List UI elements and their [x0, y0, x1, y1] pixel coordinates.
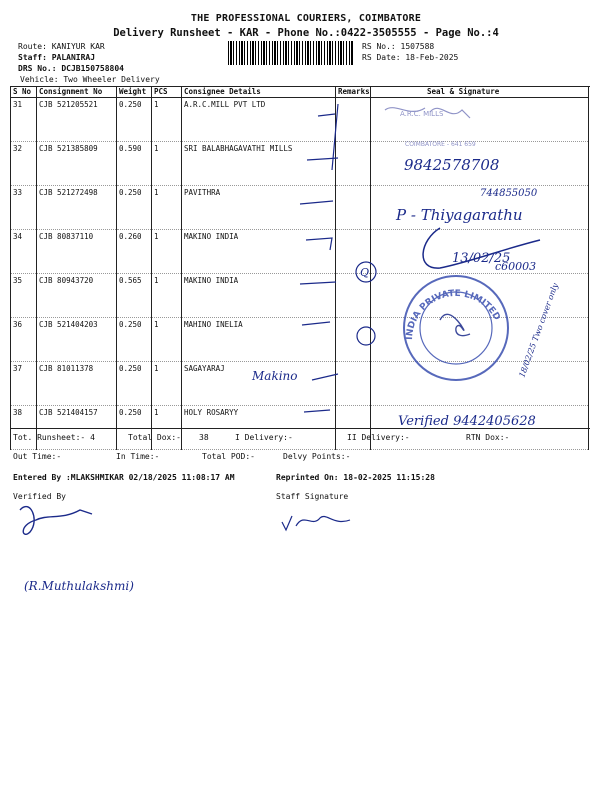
total-dox-value: 38	[199, 433, 209, 442]
cell-seal	[371, 318, 589, 362]
cell-pcs: 1	[152, 318, 182, 362]
cell-pcs: 1	[152, 98, 182, 142]
runsheet-table	[10, 86, 589, 450]
route-label: Route: KANIYUR KAR	[18, 42, 105, 51]
cell-remarks	[336, 318, 371, 362]
handwritten-date-35: 13/02/25	[452, 251, 511, 266]
col-weight: Weight	[117, 86, 152, 98]
verifier-name: (R.Muthulakshmi)	[24, 579, 134, 593]
table-row	[11, 230, 589, 274]
cell-remarks	[336, 98, 371, 142]
circled-mark-35: Q	[360, 266, 370, 279]
cell-weight: 0.250	[117, 98, 152, 142]
table-row	[11, 274, 589, 318]
cell-pcs: 1	[152, 142, 182, 186]
cell-consignment: CJB 80837110	[37, 230, 117, 274]
cell-sno: 33	[11, 186, 37, 230]
cell-seal	[371, 274, 589, 318]
table-row	[11, 142, 589, 186]
table-row	[11, 318, 589, 362]
drs-label: DRS No.: DCJB150758804	[18, 64, 124, 73]
cell-remarks	[336, 186, 371, 230]
cell-seal	[371, 98, 589, 142]
cell-consignee: SRI BALABHAGAVATHI MILLS	[182, 142, 336, 186]
col-consignee: Consignee Details	[182, 86, 336, 98]
cell-consignee: A.R.C.MILL PVT LTD	[182, 98, 336, 142]
out-time-label: Out Time:-	[13, 452, 62, 461]
rs-date: RS Date: 18-Feb-2025	[362, 53, 459, 62]
staff-signature-label: Staff Signature	[276, 492, 349, 501]
cell-weight: 0.250	[117, 186, 152, 230]
total-runsheet: Tot. Runsheet:- 4	[13, 433, 95, 442]
cell-consignment: CJB 521404157	[37, 406, 117, 450]
cell-consignment: CJB 80943720	[37, 274, 117, 318]
col-seal: Seal & Signature	[371, 86, 589, 98]
cell-remarks	[336, 142, 371, 186]
entered-by: Entered By :MLAKSHMIKAR 02/18/2025 11:08:17 AM	[13, 473, 235, 482]
cell-weight: 0.260	[117, 230, 152, 274]
cell-sno: 37	[11, 362, 37, 406]
cell-remarks	[336, 362, 371, 406]
reprinted-on: Reprinted On: 18-02-2025 11:15:28	[276, 473, 435, 482]
ii-delivery-label: II Delivery:-	[347, 433, 410, 442]
verifier-signature	[20, 507, 92, 535]
total-dox-label: Total Dox:-	[128, 433, 181, 442]
rtn-dox-label: RTN Dox:-	[466, 433, 510, 442]
total-pod-label: Total POD:-	[202, 452, 255, 461]
cell-sno: 38	[11, 406, 37, 450]
cell-consignee: MAKINO INDIA	[182, 230, 336, 274]
barcode-graphic	[228, 41, 354, 65]
company-title: THE PROFESSIONAL COURIERS, COIMBATORE	[190, 13, 422, 24]
cell-weight: 0.565	[117, 274, 152, 318]
cell-consignee: MAHINO INELIA	[182, 318, 336, 362]
rs-number: RS No.: 1507588	[362, 42, 435, 51]
cell-sno: 36	[11, 318, 37, 362]
table-header-row	[11, 86, 589, 98]
handwritten-name-33: P - Thiyagarathu	[396, 206, 523, 224]
cell-pcs: 1	[152, 186, 182, 230]
cell-weight: 0.250	[117, 318, 152, 362]
cell-remarks	[336, 230, 371, 274]
col-pcs: PCS	[152, 86, 182, 98]
table-bottom-rule	[10, 428, 590, 429]
cell-consignee: PAVITHRA	[182, 186, 336, 230]
stamp-line-1: A.R.C. MILLS	[400, 110, 444, 118]
delivery-points-label: Delvy Points:-	[283, 452, 351, 461]
verified-by-label: Verified By	[13, 492, 66, 501]
table-row	[11, 362, 589, 406]
cell-consignee: MAKINO INDIA	[182, 274, 336, 318]
cell-weight: 0.250	[117, 406, 152, 450]
cell-consignment: CJB 521205521	[37, 98, 117, 142]
cell-seal	[371, 230, 589, 274]
staff-label: Staff: PALANIRAJ	[18, 53, 96, 62]
cell-sno: 31	[11, 98, 37, 142]
cell-consignment: CJB 521385809	[37, 142, 117, 186]
cell-consignment: CJB 521272498	[37, 186, 117, 230]
cell-pcs: 1	[152, 274, 182, 318]
stamp-line-2: COIMBATORE - 641 659	[405, 141, 476, 148]
cell-pcs: 1	[152, 406, 182, 450]
handwritten-code-35: c60003	[495, 260, 537, 273]
cell-sno: 35	[11, 274, 37, 318]
cell-seal	[371, 362, 589, 406]
col-consignment: Consignment No	[37, 86, 117, 98]
cell-consignee: SAGAYARAJ	[182, 362, 336, 406]
cell-consignee: HOLY ROSARYY	[182, 406, 336, 450]
table-row	[11, 186, 589, 230]
handwritten-phone-33: 744855050	[480, 188, 538, 199]
cell-seal	[371, 142, 589, 186]
staff-signature	[282, 516, 350, 530]
cell-remarks	[336, 274, 371, 318]
in-time-label: In Time:-	[116, 452, 160, 461]
col-sno: S No	[11, 86, 37, 98]
side-note: 18/02/25 Two cover only	[517, 281, 560, 379]
cell-weight: 0.590	[117, 142, 152, 186]
cell-pcs: 1	[152, 230, 182, 274]
cell-sno: 32	[11, 142, 37, 186]
cell-weight: 0.250	[117, 362, 152, 406]
cell-seal	[371, 186, 589, 230]
cell-pcs: 1	[152, 362, 182, 406]
col-remarks: Remarks	[336, 86, 371, 98]
runsheet-subtitle: Delivery Runsheet - KAR - Phone No.:0422-3505555 - Page No.:4	[113, 27, 499, 39]
handwritten-phone-32: 9842578708	[404, 156, 500, 174]
i-delivery-label: I Delivery:-	[235, 433, 293, 442]
cell-consignment: CJB 81011378	[37, 362, 117, 406]
handwritten-text-37: Makino	[252, 369, 298, 383]
table-row	[11, 98, 589, 142]
handwritten-text-38: Verified 9442405628	[398, 414, 536, 429]
vehicle-label: Vehicle: Two Wheeler Delivery	[20, 75, 160, 84]
round-stamp-text: INDIA PRIVATE LIMITED	[404, 288, 502, 341]
cell-sno: 34	[11, 230, 37, 274]
cell-consignment: CJB 521404203	[37, 318, 117, 362]
